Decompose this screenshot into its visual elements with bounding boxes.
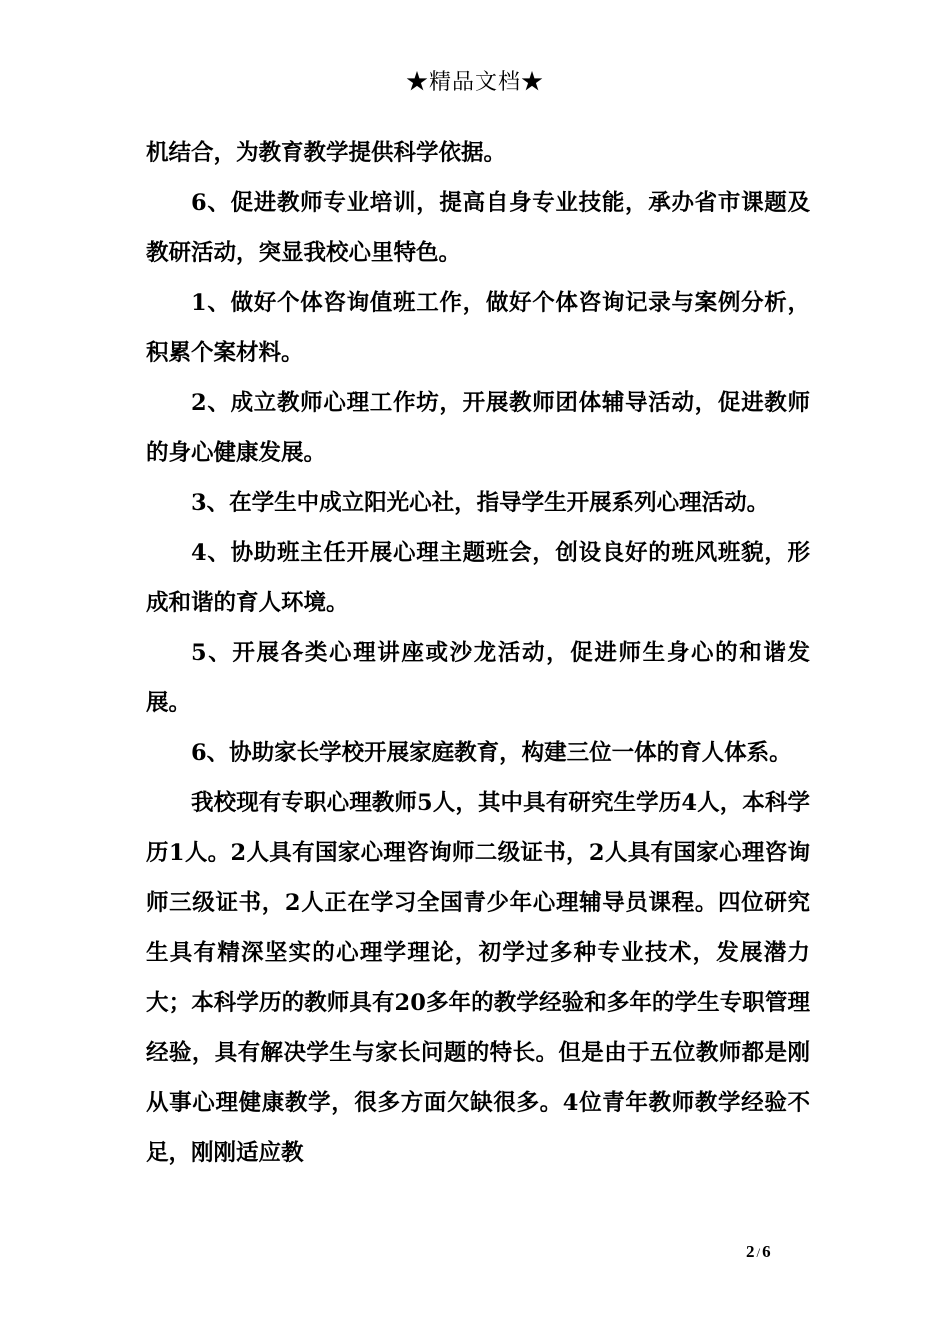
current-page-number: 2 xyxy=(746,1242,755,1261)
paragraph-item: 2、成立教师心理工作坊，开展教师团体辅导活动，促进教师的身心健康发展。 xyxy=(146,390,810,466)
page-header: ★精品文档★ xyxy=(405,70,544,95)
page-number xyxy=(746,1241,771,1264)
paragraph-item: 5、开展各类心理讲座或沙龙活动，促进师生身心的和谐发展。 xyxy=(146,640,810,716)
paragraph-item: 3、在学生中成立阳光心社，指导学生开展系列心理活动。 xyxy=(191,490,770,516)
paragraph-item: 6、促进教师专业培训，提高自身专业技能，承办省市课题及教研活动，突显我校心里特色。 xyxy=(146,190,810,266)
document-body xyxy=(146,128,810,1178)
paragraph-staff: 我校现有专职心理教师5人，其中具有研究生学历4人，本科学历1人。2人具有国家心理咨询师二级证书，2人具有国家心理咨询师三级证书，2人正在学习全国青少年心理辅导员课程。四位研究生具有精深坚实的心理学理论，初学过多种专业技术，发展潜力大；本科学历的教师具有20多年的教学经验和多年的学生专职管理经验，具有解决学生与家长问题的特长。但是由于五位教师都是刚从事心理健康教学，很多方面欠缺很多。4位青年教师教学经验不足，刚刚适应教 xyxy=(146,790,810,1166)
paragraph-continuation: 机结合，为教育教学提供科学依据。 xyxy=(146,140,507,166)
paragraph-item: 4、协助班主任开展心理主题班会，创设良好的班风班貌，形成和谐的育人环境。 xyxy=(146,540,810,616)
paragraph-item: 6、协助家长学校开展家庭教育，构建三位一体的育人体系。 xyxy=(191,740,792,766)
page-separator: / xyxy=(756,1245,761,1260)
total-pages-number: 6 xyxy=(762,1242,771,1261)
paragraph-item: 1、做好个体咨询值班工作，做好个体咨询记录与案例分析，积累个案材料。 xyxy=(146,290,810,366)
